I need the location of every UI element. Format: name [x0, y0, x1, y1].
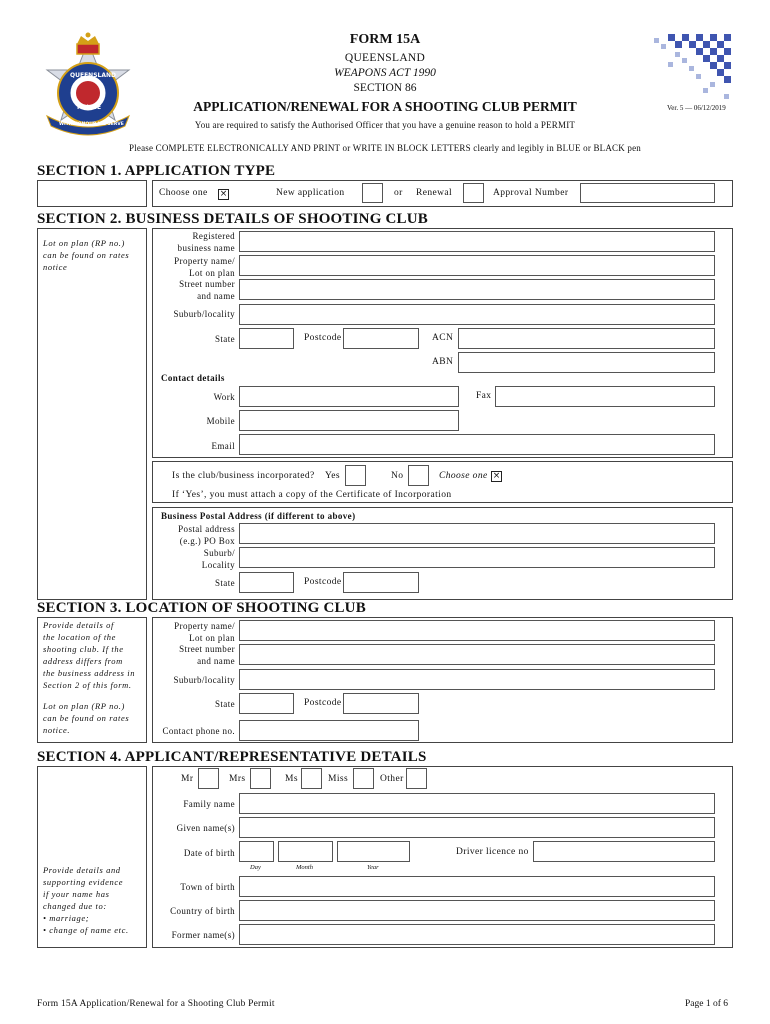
miss-checkbox[interactable] [353, 768, 374, 789]
licence-label: Driver licence no [456, 847, 529, 857]
s3-property-name-label: Property name/ Lot on plan [174, 621, 235, 643]
section3-title: SECTION 3. LOCATION OF SHOOTING CLUB [37, 600, 366, 616]
footer-form-name: Form 15A Application/Renewal for a Shooting Club Permit [37, 999, 275, 1009]
email-input[interactable] [239, 434, 715, 455]
form-subtitle: You are required to satisfy the Authorised Officer that you have a genuine reason to hold a PERMIT [194, 120, 576, 130]
postal-state-label: State [215, 578, 235, 588]
checkered-pattern-icon [650, 34, 734, 102]
country-of-birth-input[interactable] [239, 900, 715, 921]
yes-label: Yes [325, 471, 341, 481]
dob-day-caption: Day [250, 864, 261, 871]
family-name-label: Family name [183, 799, 235, 809]
mr-checkbox[interactable] [198, 768, 219, 789]
form-act: WEAPONS ACT 1990 [334, 67, 436, 79]
former-names-label: Former name(s) [171, 930, 235, 940]
s3-state-label: State [215, 699, 235, 709]
form-title: APPLICATION/RENEWAL FOR A SHOOTING CLUB PERMIT [193, 99, 577, 114]
new-application-checkbox[interactable] [362, 183, 383, 203]
town-of-birth-label: Town of birth [180, 882, 235, 892]
licence-input[interactable] [533, 841, 715, 862]
contact-details-heading: Contact details [161, 373, 225, 383]
mrs-checkbox[interactable] [250, 768, 271, 789]
dob-month-caption: Month [296, 864, 313, 871]
section1-or: or [394, 188, 403, 198]
section2-left-panel [37, 228, 147, 600]
miss-label: Miss [328, 774, 349, 784]
new-application-label: New application [276, 188, 345, 198]
town-of-birth-input[interactable] [239, 876, 715, 897]
state-input[interactable] [239, 328, 294, 349]
fax-input[interactable] [495, 386, 715, 407]
street-label: Street number and name [179, 279, 235, 301]
mrs-label: Mrs [229, 774, 246, 784]
registered-name-label: Registered business name [177, 231, 235, 253]
mobile-input[interactable] [239, 410, 459, 431]
form-instruction: Please COMPLETE ELECTRONICALLY AND PRINT or WRITE IN BLOCK LETTERS clearly and legibly in BLUE or BLACK pen [128, 143, 642, 153]
section3-note-2: Lot on plan (RP no.) can be found on rates notice. [43, 701, 130, 735]
form-number: FORM 15A [349, 32, 421, 47]
work-label: Work [213, 392, 235, 402]
postal-address-label: Postal address (e.g.) PO Box [178, 524, 235, 546]
section4-title: SECTION 4. APPLICANT/REPRESENTATIVE DETAILS [37, 749, 427, 765]
postal-state-input[interactable] [239, 572, 294, 593]
registered-name-input[interactable] [239, 231, 715, 252]
section1-left-panel [37, 180, 147, 207]
ms-checkbox[interactable] [301, 768, 322, 789]
section1-title: SECTION 1. APPLICATION TYPE [37, 163, 276, 179]
suburb-label: Suburb/locality [173, 309, 235, 319]
s3-phone-input[interactable] [239, 720, 419, 741]
postcode-label: Postcode [304, 333, 342, 343]
other-checkbox[interactable] [406, 768, 427, 789]
s3-suburb-label: Suburb/locality [173, 675, 235, 685]
former-names-input[interactable] [239, 924, 715, 945]
no-label: No [391, 471, 404, 481]
suburb-input[interactable] [239, 304, 715, 325]
acn-label: ACN [432, 333, 454, 343]
country-of-birth-label: Country of birth [170, 906, 235, 916]
family-name-input[interactable] [239, 793, 715, 814]
s3-street-input[interactable] [239, 644, 715, 665]
other-label: Other [380, 774, 404, 784]
s3-postcode-label: Postcode [304, 698, 342, 708]
postcode-input[interactable] [343, 328, 419, 349]
abn-input[interactable] [458, 352, 715, 373]
s3-postcode-input[interactable] [343, 693, 419, 714]
given-names-input[interactable] [239, 817, 715, 838]
postal-suburb-label: Suburb/ Locality [201, 548, 235, 570]
logo-ring-top: QUEENSLAND [70, 72, 116, 79]
fax-label: Fax [476, 391, 492, 401]
postal-heading: Business Postal Address (if different to above) [161, 511, 356, 521]
logo-ring-mid: POLICE [77, 104, 102, 111]
street-input[interactable] [239, 279, 715, 300]
s3-street-label: Street number and name [179, 644, 235, 666]
incorporated-choose-mark: × [492, 471, 501, 481]
dob-label: Date of birth [183, 848, 235, 858]
no-checkbox[interactable] [408, 465, 429, 486]
property-name-label: Property name/ Lot on plan [174, 256, 235, 278]
incorporated-note: If ‘Yes’, you must attach a copy of the Certificate of Incorporation [172, 490, 452, 500]
email-label: Email [211, 441, 235, 451]
footer-page: Page 1 of 6 [685, 999, 729, 1009]
yes-checkbox[interactable] [345, 465, 366, 486]
dob-day-input[interactable] [239, 841, 274, 862]
renewal-label: Renewal [416, 188, 453, 198]
state-label: State [215, 334, 235, 344]
logo-ring-bottom: WITH HONOUR WE SERVE [59, 122, 124, 127]
s3-state-input[interactable] [239, 693, 294, 714]
approval-number-input[interactable] [580, 183, 715, 203]
s3-property-name-input[interactable] [239, 620, 715, 641]
section1-choose-one: Choose one [159, 188, 208, 198]
given-names-label: Given name(s) [176, 823, 235, 833]
section1-choose-mark: × [219, 189, 228, 199]
postal-address-input[interactable] [239, 523, 715, 544]
mobile-label: Mobile [206, 416, 235, 426]
s3-suburb-input[interactable] [239, 669, 715, 690]
dob-month-input[interactable] [278, 841, 333, 862]
form-section: SECTION 86 [353, 82, 417, 94]
postal-postcode-input[interactable] [343, 572, 419, 593]
form-version: Ver. 5 — 06/12/2019 [667, 104, 726, 112]
postal-suburb-input[interactable] [239, 547, 715, 568]
abn-label: ABN [432, 357, 454, 367]
acn-input[interactable] [458, 328, 715, 349]
work-input[interactable] [239, 386, 459, 407]
incorporated-question: Is the club/business incorporated? [172, 471, 315, 481]
approval-number-label: Approval Number [493, 188, 569, 198]
dob-year-input[interactable] [337, 841, 410, 862]
renewal-checkbox[interactable] [463, 183, 484, 203]
form-state: QUEENSLAND [344, 52, 426, 64]
section3-note-1: Provide details of the location of the shooting club. If the address differs from the business address in Section 2 of this form. [43, 620, 136, 690]
s3-phone-label: Contact phone no. [162, 726, 235, 736]
section2-note: Lot on plan (RP no.) can be found on rates notice [43, 238, 130, 272]
postal-postcode-label: Postcode [304, 577, 342, 587]
dob-year-caption: Year [367, 864, 379, 871]
property-name-input[interactable] [239, 255, 715, 276]
section2-title: SECTION 2. BUSINESS DETAILS OF SHOOTING CLUB [37, 211, 428, 227]
incorporated-choose-one: Choose one [439, 471, 488, 481]
mr-label: Mr [181, 774, 194, 784]
section4-note: Provide details and supporting evidence if your name has changed due to: • marriage; • change of name etc. [43, 865, 129, 935]
ms-label: Ms [285, 774, 298, 784]
